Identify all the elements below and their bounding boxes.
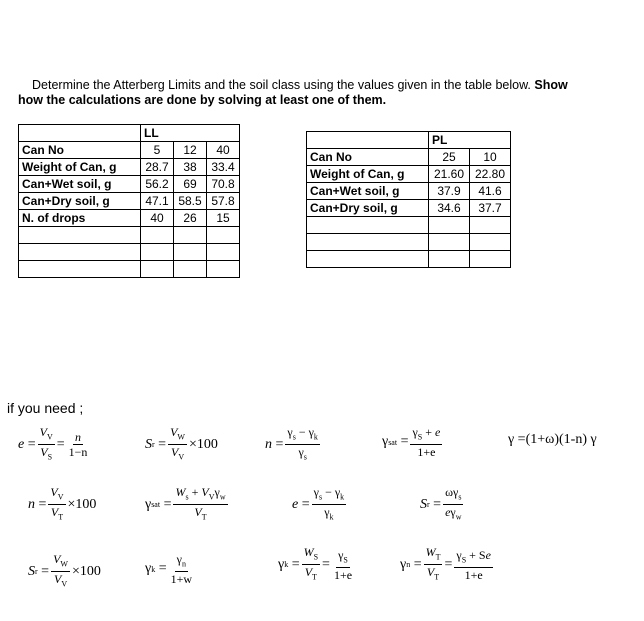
instructions <box>18 78 618 108</box>
ll-cell: 38 <box>174 159 207 176</box>
ll-row-label: N. of drops <box>19 210 141 227</box>
table-row <box>307 200 511 217</box>
pl-table-title: PL <box>429 132 511 149</box>
ll-cell: 69 <box>174 176 207 193</box>
ll-table <box>18 124 240 278</box>
instructions-line1: Determine the Atterberg Limits and the soil class using the values given in the table below. <box>32 78 531 92</box>
pl-cell: 25 <box>429 149 470 166</box>
formula-gamma-sat-weight: γ sat = $\frac{W_s + V_V\gamma_w}{V_T}$ <box>145 485 226 522</box>
formula-void-ratio-gamma: e = $\frac{\gamma_s - \gamma_k}{\gamma_k}$ <box>292 485 345 522</box>
table-row-empty <box>307 251 511 268</box>
pl-cell: 22.80 <box>470 166 511 183</box>
pl-row-label: Can No <box>307 149 429 166</box>
pl-cell: 41.6 <box>470 183 511 200</box>
ll-cell: 5 <box>141 142 174 159</box>
table-row <box>307 166 511 183</box>
table-row <box>19 210 240 227</box>
ll-cell: 40 <box>141 210 174 227</box>
ll-cell: 47.1 <box>141 193 174 210</box>
ll-cell: 15 <box>207 210 240 227</box>
formula-gamma-n-relation: γ =(1+ω)(1-n) γ <box>508 432 597 447</box>
table-row <box>307 149 511 166</box>
pl-row-label: Can+Dry soil, g <box>307 200 429 217</box>
ll-cell: 28.7 <box>141 159 174 176</box>
table-row-empty <box>19 261 240 278</box>
ll-cell: 40 <box>207 142 240 159</box>
ll-cell: 12 <box>174 142 207 159</box>
table-row <box>19 176 240 193</box>
table-row-empty <box>19 244 240 261</box>
ll-cell: 56.2 <box>141 176 174 193</box>
formula-void-ratio: e = $\frac{V_V}{V_S}$ = $\frac{n}{1-n}$ <box>18 425 88 462</box>
ll-row-label: Weight of Can, g <box>19 159 141 176</box>
pl-row-label: Weight of Can, g <box>307 166 429 183</box>
table-row-empty <box>307 217 511 234</box>
formula-gamma-k-weight: γ k = $\frac{W_S}{V_T}$ = $\frac{\gamma_S}{1+e}$ <box>278 545 353 583</box>
if-you-need-label: if you need ; <box>7 400 84 416</box>
table-row <box>19 193 240 210</box>
ll-cell: 70.8 <box>207 176 240 193</box>
instructions-line2: how the calculations are done by solving at least one of them. <box>18 93 387 107</box>
formula-gamma-k: γ k = $\frac{\gamma_n}{1+w}$ <box>145 552 193 587</box>
ll-table-title: LL <box>141 125 240 142</box>
table-row <box>19 142 240 159</box>
formula-gamma-sat: γ sat = $\frac{\gamma_S + e}{1+e}$ <box>382 425 441 460</box>
table-row <box>19 159 240 176</box>
ll-cell: 58.5 <box>174 193 207 210</box>
ll-cell: 57.8 <box>207 193 240 210</box>
table-row <box>307 183 511 200</box>
ll-row-label: Can+Dry soil, g <box>19 193 141 210</box>
ll-row-label: Can No <box>19 142 141 159</box>
formula-porosity-gamma: n = $\frac{\gamma_s - \gamma_k}{\gamma_s}$ <box>265 425 318 462</box>
ll-row-label: Can+Wet soil, g <box>19 176 141 193</box>
pl-cell: 21.60 <box>429 166 470 183</box>
table-row-empty <box>19 227 240 244</box>
table-row-empty <box>307 234 511 251</box>
pl-table <box>306 131 511 268</box>
formula-gamma-n: γ n = $\frac{W_T}{V_T}$ = $\frac{\gamma_S + Se}{1+e}$ <box>400 545 491 583</box>
pl-cell: 37.7 <box>470 200 511 217</box>
formula-saturation-omega: S r = $\frac{\omega\gamma_s}{e\gamma_w}$ <box>420 485 462 522</box>
formula-saturation: S r = $\frac{V_W}{V_V}$ ×100 <box>145 425 218 462</box>
pl-cell: 34.6 <box>429 200 470 217</box>
instructions-line1-bold: Show <box>534 78 568 92</box>
pl-cell: 37.9 <box>429 183 470 200</box>
ll-cell: 33.4 <box>207 159 240 176</box>
pl-row-label: Can+Wet soil, g <box>307 183 429 200</box>
ll-cell: 26 <box>174 210 207 227</box>
formula-porosity: n = $\frac{V_V}{V_T}$ ×100 <box>28 485 97 522</box>
pl-cell: 10 <box>470 149 511 166</box>
formula-saturation-2: S r = $\frac{V_W}{V_V}$ ×100 <box>28 552 101 589</box>
